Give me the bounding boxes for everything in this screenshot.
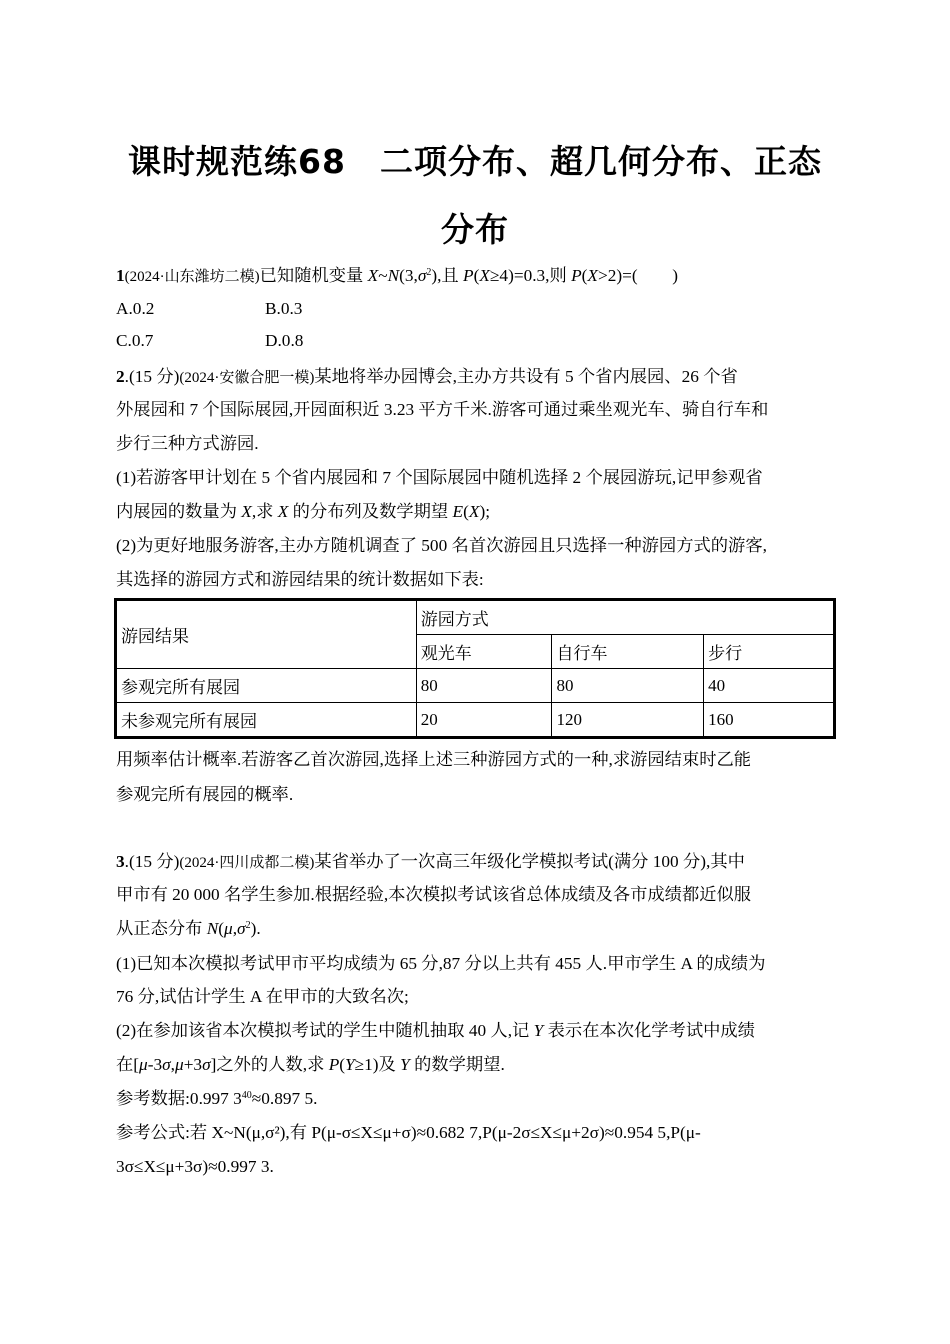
q3-var: Y [345, 1055, 355, 1074]
q3-text: ≥1)及 [354, 1055, 401, 1074]
q3-stem-line3 [116, 918, 261, 940]
q3-var: N [206, 919, 219, 938]
q3-var: σ [237, 919, 246, 938]
table-cell: 80 [552, 669, 704, 703]
page-title-continued: 分布 [441, 210, 509, 249]
q2-text: 某地将举办园博会,主办方共设有 5 个省内展园、26 个省 [314, 367, 738, 386]
q3-text: +3 [183, 1055, 203, 1074]
table-cell: 40 [704, 669, 835, 703]
q3-text: ( [339, 1055, 346, 1074]
survey-table [114, 598, 836, 739]
q3-stem-line2: 甲市有 20 000 名学生参加.根据经验,本次模拟考试该省总体成绩及各市成绩都近似服 [116, 885, 752, 904]
q1-text: ),且 [431, 266, 464, 285]
q2-stem-line1 [116, 366, 738, 389]
q2-var: E [452, 502, 464, 521]
q2-part1-line1: (1)若游客甲计划在 5 个省内展园和 7 个国际展园中随机选择 2 个展园游玩,记甲参观省 [116, 468, 763, 487]
table-row-header: 游园结果 [116, 600, 417, 669]
q3-var: P [328, 1055, 340, 1074]
q3-text: 从正态分布 [116, 919, 207, 938]
q2-number: 2 [116, 367, 125, 386]
table-cell: 160 [704, 703, 835, 738]
page-title: 课时规范练68 二项分布、超几何分布、正态 [128, 142, 822, 181]
q3-stem-line1 [116, 851, 745, 874]
q2-text: 内展园的数量为 [116, 502, 242, 521]
table-col-group: 游园方式 [416, 600, 834, 635]
q2-text: ,求 [251, 502, 278, 521]
q1-var: P [463, 266, 474, 285]
q3-sup: 40 [241, 1090, 252, 1101]
q2-score: .(15 分) [124, 367, 180, 386]
q1-text: ~ [378, 266, 388, 285]
q3-part2-line2 [116, 1054, 505, 1076]
q1-sup: 2 [426, 267, 432, 278]
table-row [116, 669, 835, 703]
q2-text: ( [463, 502, 469, 521]
q3-var: μ [139, 1055, 148, 1074]
q3-text: 在[ [116, 1055, 140, 1074]
q1-text: (3, [399, 266, 418, 285]
q3-var: Y [400, 1055, 410, 1074]
q3-text: ( [218, 919, 225, 938]
table-row [116, 703, 835, 738]
q1-option-b: B.0.3 [265, 299, 303, 318]
q1-var: X [479, 266, 490, 285]
q1-var: X [587, 266, 598, 285]
q3-var: μ [224, 919, 233, 938]
q1-number: 1 [116, 266, 125, 285]
table-col-header: 步行 [704, 635, 835, 669]
q3-text: -3 [147, 1055, 163, 1074]
q3-reference-formula: 参考公式:若 X~N(μ,σ²),有 P(μ-σ≤X≤μ+σ)≈0.682 7,P(μ-2σ≤X≤μ+2σ)≈0.954 5,P(μ- [116, 1123, 701, 1142]
q1-option-d: D.0.8 [265, 331, 304, 350]
q1-text: >2)=( ) [597, 266, 678, 285]
q1-text: 已知随机变量 [259, 266, 368, 285]
q2-part2-line2: 其选择的游园方式和游园结果的统计数据如下表: [116, 570, 484, 589]
q3-sup: 2 [245, 920, 251, 931]
q2-var: X [277, 502, 289, 521]
q2-var: X [241, 502, 252, 521]
q3-part2-line1 [116, 1020, 755, 1042]
table-cell: 20 [416, 703, 552, 738]
table-col-header: 观光车 [416, 635, 552, 669]
q2-source: (2024·安徽合肥一模) [179, 370, 315, 386]
q1-source: (2024·山东潍坊二模) [124, 269, 260, 285]
q3-text: 某省举办了一次高三年级化学模拟考试(满分 100 分),其中 [314, 852, 745, 871]
q3-var: σ [162, 1055, 171, 1074]
q2-after-line1: 用频率估计概率.若游客乙首次游园,选择上述三种游园方式的一种,求游园结束时乙能 [116, 750, 752, 769]
q3-text: ≈0.897 5. [251, 1089, 318, 1108]
q2-text: 的分布列及数学期望 [288, 502, 453, 521]
q3-text: , [232, 919, 238, 938]
table-cell: 参观完所有展园 [116, 669, 417, 703]
q1-option-c: C.0.7 [116, 331, 154, 350]
q3-text: 的数学期望. [409, 1055, 505, 1074]
q1-text: ≥4)=0.3,则 [489, 266, 572, 285]
q2-text: ); [479, 502, 490, 521]
q1-text: ( [473, 266, 480, 285]
q3-source: (2024·四川成都二模) [179, 855, 315, 871]
q3-var: μ [175, 1055, 184, 1074]
q3-score: .(15 分) [124, 852, 180, 871]
q3-var: Y [533, 1021, 544, 1040]
q3-reference-data [116, 1088, 317, 1110]
q2-part1-line2 [116, 501, 490, 523]
q3-text: ]之外的人数,求 [210, 1055, 329, 1074]
q3-text: 表示在本次化学考试中成绩 [543, 1021, 755, 1040]
q1-var: P [571, 266, 582, 285]
q2-after-line2: 参观完所有展园的概率. [116, 785, 294, 804]
table-row [116, 600, 835, 635]
q3-var: σ [202, 1055, 211, 1074]
q3-part1-line2: 76 分,试估计学生 A 在甲市的大致名次; [116, 987, 409, 1006]
q1-var: σ [417, 266, 427, 285]
q2-var: X [468, 502, 480, 521]
q2-stem-line2: 外展园和 7 个国际展园,开园面积近 3.23 平方千米.游客可通过乘坐观光车、骑自行车和 [116, 400, 769, 419]
q3-text: ). [250, 919, 261, 938]
q3-number: 3 [116, 852, 125, 871]
q1-var: X [367, 266, 379, 285]
q3-part1-line1: (1)已知本次模拟考试甲市平均成绩为 65 分,87 分以上共有 455 人.甲市学生 A 的成绩为 [116, 954, 766, 973]
q3-text: , [170, 1055, 175, 1074]
q1-option-a: A.0.2 [116, 299, 155, 318]
q1-text: ( [581, 266, 588, 285]
q2-stem-line3: 步行三种方式游园. [116, 434, 259, 453]
q3-text: 参考数据:0.997 3 [116, 1089, 242, 1108]
table-col-header: 自行车 [552, 635, 704, 669]
table-cell: 未参观完所有展园 [116, 703, 417, 738]
q3-reference-formula-cont: 3σ≤X≤μ+3σ)≈0.997 3. [116, 1157, 274, 1176]
table-cell: 120 [552, 703, 704, 738]
q2-part2-line1: (2)为更好地服务游客,主办方随机调查了 500 名首次游园且只选择一种游园方式的游客, [116, 536, 767, 555]
q1-var: N [387, 266, 400, 285]
table-cell: 80 [416, 669, 552, 703]
q3-text: (2)在参加该省本次模拟考试的学生中随机抽取 40 人,记 [116, 1021, 534, 1040]
q1-stem [116, 265, 678, 288]
